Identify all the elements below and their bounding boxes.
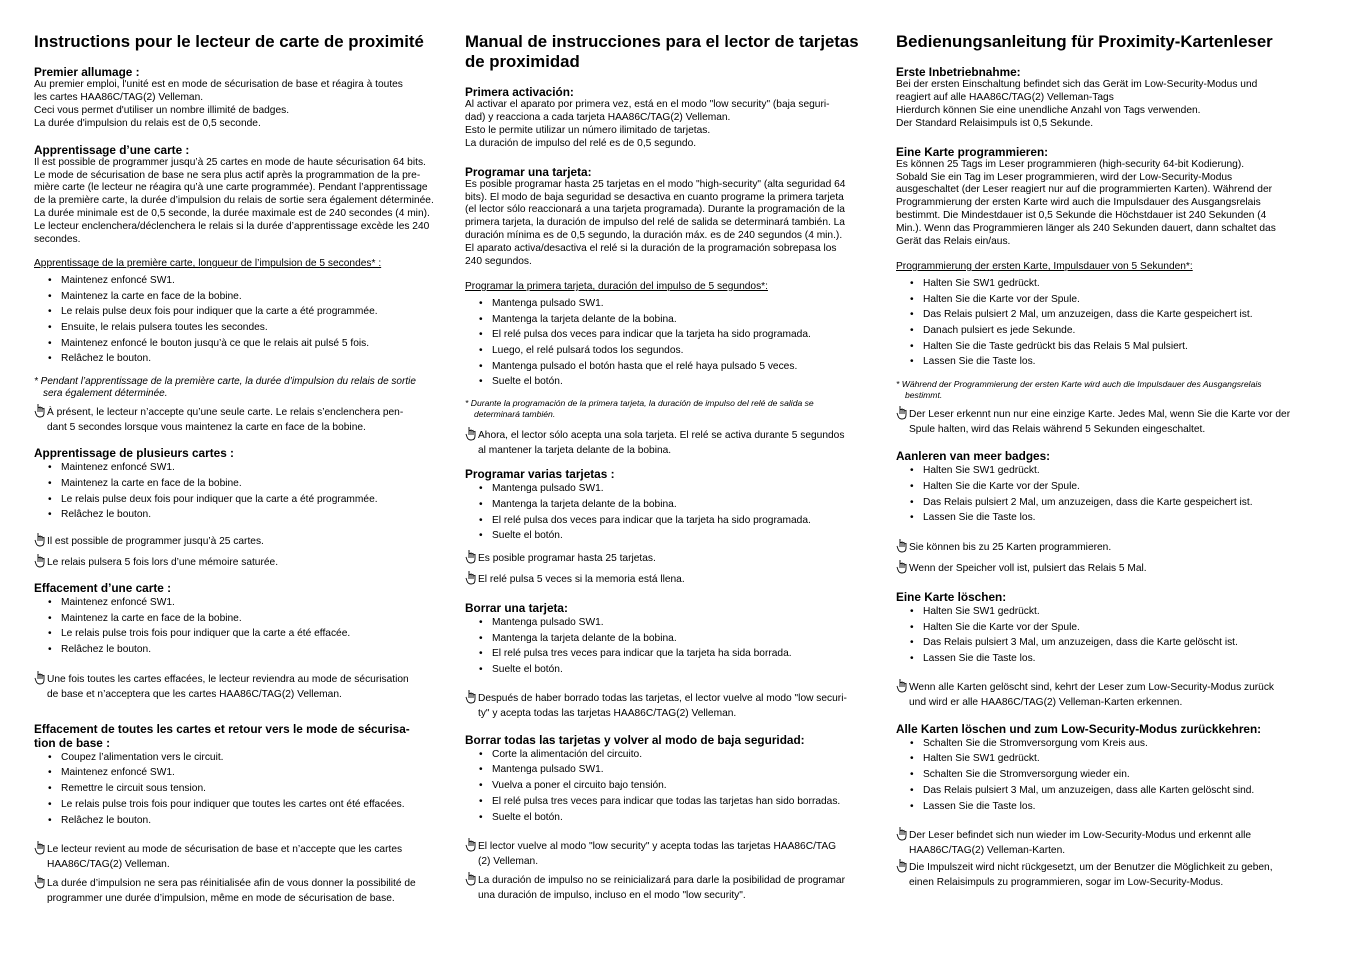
page-title: Instructions pour le lecteur de carte de proximité [34,32,424,51]
text-line: Esto le permite utilizar un número ilimitado de tarjetas. [465,124,711,136]
list-item: • Suelte el botón. [465,374,885,390]
bullet-list [465,747,885,826]
list-item: • Halten Sie die Karte vor der Spule. [896,620,1316,636]
pointing-hand-icon [34,874,47,889]
note [465,572,885,587]
pointing-hand-icon [34,403,47,418]
list-item: • Corte la alimentación del circuito. [465,747,885,763]
text-line: Sobald Sie ein Tag im Leser programmieren, wird der Low-Security-Modus [896,171,1233,183]
subheading: Programmierung der ersten Karte, Impulsdauer von 5 Sekunden*: [896,260,1193,272]
pointing-hand-icon [34,553,47,568]
pointing-hand-icon [896,559,909,574]
section-heading: Apprentissage d’une carte : [34,142,190,157]
column-french [34,32,454,906]
paragraph [34,79,454,131]
list-item: • Halten Sie SW1 gedrückt. [896,463,1316,479]
footnote-line: sera également déterminée. [43,388,168,400]
note-line: El lector vuelve al modo "low security" y acepta todas las tarjetas HAA86C/TAG [478,841,837,853]
list-item: • El relé pulsa dos veces para indicar que la tarjeta ha sido programada. [465,327,885,343]
note-line: dant 5 secondes lorsque vous maintenez la carte en face de la bobine. [47,422,366,434]
note [896,680,1316,710]
paragraph [896,79,1316,131]
section-heading: Programar varias tarjetas : [465,467,615,482]
text-line: mière carte (le lecteur ne réagira qu’à une carte programmée). Pendant l’apprentissage [34,182,428,194]
section-heading: Apprentissage de plusieurs cartes : [34,446,234,461]
text-line: 240 segundos. [465,256,532,268]
note [896,540,1316,555]
footnote-line: * Pendant l’apprentissage de la première carte, la durée d’impulsion du relais de sortie [34,376,416,388]
list-item: • Coupez l’alimentation vers le circuit. [34,750,454,766]
list-item: • Mantenga la tarjeta delante de la bobina. [465,312,885,328]
text-line: Bei der ersten Einschaltung befindet sich das Gerät im Low-Security-Modus und [896,79,1258,90]
footnote [896,379,1316,401]
section-heading: Borrar todas las tarjetas y volver al modo de baja seguridad: [465,732,805,747]
pointing-hand-icon [896,826,909,841]
list-item: • Lassen Sie die Taste los. [896,651,1316,667]
list-item: • Maintenez enfoncé SW1. [34,273,454,289]
text-line: bits). El modo de baja seguridad se desactiva en cuanto programe la primera tarjeta [465,191,844,203]
footnote-line: determinará también. [474,409,556,420]
list-item: • Mantenga pulsado SW1. [465,762,885,778]
list-item: • Le relais pulse trois fois pour indiquer que toutes les cartes ont été effacées. [34,797,454,813]
note-line: El relé pulsa 5 veces si la memoria está llena. [478,573,685,585]
bullet-list [34,750,454,829]
note-line: Spule halten, wird das Relais während 5 Sekunden eingeschaltet. [909,424,1206,436]
section-heading: Primera activación: [465,85,574,99]
list-item: • Le relais pulse trois fois pour indiquer que la carte a été effacée. [34,626,454,642]
list-item: • Maintenez enfoncé SW1. [34,460,454,476]
footnote-line: * Während der Programmierung der ersten Karte wird auch die Impulsdauer des Ausgangsrelais [896,379,1262,390]
note [896,860,1316,890]
pointing-hand-icon [34,670,47,685]
pointing-hand-icon [465,837,478,852]
note-line: Sie können bis zu 25 Karten programmieren. [909,541,1112,553]
column-german [896,32,1316,890]
list-item: • El relé pulsa tres veces para indicar que todas las tarjetas han sido borradas. [465,794,885,810]
note-line: Il est possible de programmer jusqu’à 25 cartes. [47,535,264,547]
pointing-hand-icon [896,538,909,553]
bullet-list [465,615,885,678]
text-line: La durée d'impulsion du relais est de 0,5 seconde. [34,117,261,129]
pointing-hand-icon [465,871,478,886]
note-line: Es posible programar hasta 25 tarjetas. [478,552,656,564]
heading-line: Effacement de toutes les cartes et retour vers le mode de sécurisa- [34,721,410,736]
text-line: Hierdurch können Sie eine unendliche Anzahl von Tags verwenden. [896,104,1201,116]
list-item: • Suelte el botón. [465,528,885,544]
list-item: • Maintenez enfoncé SW1. [34,765,454,781]
bullet-list [34,595,454,658]
note [34,876,454,906]
text-line: ausgeschaltet (der Leser reagiert nur auf die programmierten Karten). Während der [896,184,1272,196]
list-item: • Relâchez le bouton. [34,507,454,523]
note-line: Le lecteur revient au mode de sécurisation de base et n’accepte que les cartes [47,844,403,856]
note [896,828,1316,858]
text-line: Es können 25 Tags im Leser programmieren (high-security 64-bit Kodierung). [896,158,1245,170]
section-heading: Premier allumage : [34,65,140,79]
note-line: Ahora, el lector sólo acepta una sola tarjeta. El relé se activa durante 5 segundos [478,430,845,442]
bullet-list [34,273,454,367]
section-heading: Aanleren van meer badges: [896,449,1051,464]
section-heading: Programar una tarjeta: [465,164,592,179]
list-item: • Schalten Sie die Stromversorgung wieder ein. [896,767,1316,783]
list-item: • Das Relais pulsiert 2 Mal, um anzuzeigen, dass die Karte gespeichert ist. [896,307,1316,323]
list-item: • Schalten Sie die Stromversorgung vom Kreis aus. [896,736,1316,752]
text-line: les cartes HAA86C/TAG(2) Velleman. [34,91,204,103]
section-heading: Effacement d’une carte : [34,580,172,595]
paragraph [465,179,885,269]
list-item: • Das Relais pulsiert 2 Mal, um anzuzeigen, dass die Karte gespeichert ist. [896,495,1316,511]
list-item: • Suelte el botón. [465,810,885,826]
text-line: duración mínima es de 0,5 segundo, la duración máx. es de 240 segundos (4 min.). [465,230,843,242]
note-line: de base et n’acceptera que les cartes HAA86C/TAG(2) Velleman. [47,688,342,700]
list-item: • Mantenga la tarjeta delante de la bobina. [465,631,885,647]
bullet-list [34,460,454,523]
list-item: • Relâchez le bouton. [34,813,454,829]
list-item: • Mantenga la tarjeta delante de la bobina. [465,497,885,513]
note [34,534,454,549]
list-item: • Halten Sie SW1 gedrückt. [896,751,1316,767]
footnote-line: bestimmt. [905,390,943,401]
note-line: HAA86C/TAG(2) Velleman. [47,859,170,871]
note-line: programmer une durée d’impulsion, même en mode de sécurisation de base. [47,893,395,905]
list-item: • Halten Sie die Karte vor der Spule. [896,292,1316,308]
subheading: Apprentissage de la première carte, longueur de l’impulsion de 5 secondes* : [34,257,382,269]
text-line: Programmierung der ersten Karte wird auch die Impulsdauer des Ausgangsrelais [896,197,1261,209]
page-title [465,32,885,72]
note-line: La durée d’impulsion ne sera pas réinitialisée afin de vous donner la possibilité de [47,878,416,890]
list-item: • Mantenga pulsado SW1. [465,481,885,497]
text-line: El aparato activa/desactiva el relé si la duración de la programación sobrepasa los [465,243,837,255]
list-item: • Relâchez le bouton. [34,351,454,367]
heading-line: tion de base : [34,735,111,750]
bullet-list [896,276,1316,370]
text-line: dad) y reacciona a cada tarjeta HAA86C/TAG(2) Velleman. [465,111,731,123]
note-line: La duración de impulso no se reinicializará para darle la posibilidad de programar [478,875,845,887]
note-line: À présent, le lecteur n’accepte qu’une seule carte. Le relais s’enclenchera pen- [47,407,404,419]
note [34,672,454,702]
note [34,842,454,872]
list-item: • Le relais pulse deux fois pour indiquer que la carte a été programmée. [34,492,454,508]
list-item: • Danach pulsiert es jede Sekunde. [896,323,1316,339]
section-heading [34,722,454,750]
text-line: Es posible programar hasta 25 tarjetas en el modo "high-security" (alta seguridad 64 [465,178,846,190]
page-title: Bedienungsanleitung für Proximity-Kartenleser [896,32,1273,51]
bullet-list [896,604,1316,667]
list-item: • Halten Sie die Taste gedrückt bis das Relais 5 Mal pulsiert. [896,339,1316,355]
subheading: Programar la primera tarjeta, duración del impulso de 5 segundos*: [465,280,768,292]
note-line: al mantener la tarjeta delante de la bobina. [478,445,672,457]
text-line: secondes. [34,234,81,246]
text-line: La durée minimale est de 0,5 seconde, la durée maximale est de 240 secondes (4 min). [34,208,430,220]
list-item: • Maintenez la carte en face de la bobine. [34,476,454,492]
list-item: • Vuelva a poner el circuito bajo tensión. [465,778,885,794]
paragraph [465,99,885,151]
note-line: und wird er alle HAA86C/TAG(2) Velleman-Karten erkennen. [909,696,1183,708]
list-item: • El relé pulsa tres veces para indicar que la tarjeta ha sida borrada. [465,646,885,662]
list-item: • Lassen Sie die Taste los. [896,799,1316,815]
note-line: una duración de impulso, incluso en el modo "low security". [478,890,746,902]
pointing-hand-icon [34,840,47,855]
note [896,407,1316,437]
title-line: Manual de instrucciones para el lector de tarjetas [465,32,859,51]
note-line: (2) Velleman. [478,856,539,868]
list-item: • Relâchez le bouton. [34,642,454,658]
text-line: Il est possible de programmer jusqu’à 25 cartes en mode de haute sécurisation 64 bits. [34,156,426,168]
text-line: Au premier emploi, l'unité est en mode de sécurisation de base et réagira à toutes [34,79,403,90]
text-line: de la première carte, la durée d’impulsion du relais de sortie sera également déterminée. [34,195,434,207]
list-item: • Ensuite, le relais pulsera toutes les secondes. [34,320,454,336]
note [896,561,1316,576]
list-item: • Lassen Sie die Taste los. [896,510,1316,526]
list-item: • Luego, el relé pulsará todos los segundos. [465,343,885,359]
text-line: (el lector sólo reaccionará a una tarjeta programada). Durante la programación de la [465,204,845,216]
note-line: Une fois toutes les cartes effacées, le lecteur reviendra au mode de sécurisation [47,673,409,685]
pointing-hand-icon [465,549,478,564]
pointing-hand-icon [465,426,478,441]
paragraph [34,157,454,247]
note-line: HAA86C/TAG(2) Velleman-Karten. [909,845,1066,857]
list-item: • Suelte el botón. [465,662,885,678]
list-item: • Mantenga pulsado SW1. [465,615,885,631]
section-heading: Borrar una tarjeta: [465,600,568,615]
text-line: primera tarjeta, la duración de impulso del relé de salida se determinará también. La [465,217,845,229]
list-item: • Maintenez enfoncé SW1. [34,595,454,611]
list-item: • Halten Sie die Karte vor der Spule. [896,479,1316,495]
footnote [34,376,454,400]
pointing-hand-icon [896,678,909,693]
text-line: Al activar el aparato por primera vez, está en el modo "low security" (baja seguri- [465,99,830,110]
pointing-hand-icon [896,405,909,420]
list-item: • Das Relais pulsiert 3 Mal, um anzuzeigen, dass alle Karten gelöscht sind. [896,783,1316,799]
list-item: • Maintenez la carte en face de la bobine. [34,611,454,627]
section-heading: Erste Inbetriebnahme: [896,65,1021,79]
note-line: einen Relaisimpuls zu programmieren, sogar im Low-Security-Modus. [909,877,1224,889]
section-heading: Alle Karten löschen und zum Low-Security-Modus zurückkehren: [896,721,1262,736]
pointing-hand-icon [465,689,478,704]
note [465,428,885,458]
paragraph [896,159,1316,249]
bullet-list [465,296,885,390]
text-line: Gerät das Relais ein/aus. [896,236,1011,248]
note-line: Der Leser erkennt nun nur eine einzige Karte. Jedes Mal, wenn Sie die Karte vor der [909,409,1291,421]
bullet-list [896,463,1316,526]
list-item: • El relé pulsa dos veces para indicar que la tarjeta ha sido programada. [465,513,885,529]
bullet-list [896,736,1316,815]
note [34,405,454,435]
column-spanish [465,32,885,903]
note-line: Wenn alle Karten gelöscht sind, kehrt der Leser zum Low-Security-Modus zurück [909,681,1275,693]
footnote [465,398,885,420]
note [465,839,885,869]
footnote-line: * Durante la programación de la primera tarjeta, la duración de impulso del relé de salida se [465,398,814,409]
note-line: Die Impulszeit wird nicht rückgesetzt, um der Benutzer die Möglichkeit zu geben, [909,862,1273,874]
text-line: Le lecteur enclenchera/déclenchera le relais si la durée d’apprentissage excède les 240 [34,221,430,233]
list-item: • Maintenez enfoncé le bouton jusqu’à ce que le relais ait pulsé 5 fois. [34,336,454,352]
note-line: ty" y acepta todas las tarjetas HAA86C/TAG(2) Velleman. [478,707,737,719]
note-line: Wenn der Speicher voll ist, pulsiert das Relais 5 Mal. [909,562,1147,574]
text-line: reagiert auf alle HAA86C/TAG(2) Velleman-Tags [896,91,1114,103]
list-item: • Le relais pulse deux fois pour indiquer que la carte a été programmée. [34,304,454,320]
section-heading: Eine Karte programmieren: [896,144,1049,159]
note [465,691,885,721]
list-item: • Das Relais pulsiert 3 Mal, um anzuzeigen, dass die Karte gelöscht ist. [896,635,1316,651]
note-line: Der Leser befindet sich nun wieder im Low-Security-Modus und erkennt alle [909,830,1252,842]
list-item: • Maintenez la carte en face de la bobine. [34,289,454,305]
pointing-hand-icon [34,532,47,547]
text-line: Ceci vous permet d'utiliser un nombre illimité de badges. [34,104,290,116]
list-item: • Mantenga pulsado SW1. [465,296,885,312]
list-item: • Halten Sie SW1 gedrückt. [896,276,1316,292]
note [465,873,885,903]
section-heading: Eine Karte löschen: [896,589,1007,604]
list-item: • Lassen Sie die Taste los. [896,354,1316,370]
list-item: • Mantenga pulsado el botón hasta que el relé haya pulsado 5 veces. [465,359,885,375]
note-line: Le relais pulsera 5 fois lors d’une mémoire saturée. [47,556,279,568]
text-line: Le mode de sécurisation de base ne sera plus actif après la programmation de la pre- [34,169,421,181]
pointing-hand-icon [465,570,478,585]
pointing-hand-icon [896,858,909,873]
text-line: Min.). Wenn das Programmieren länger als 240 Sekunden dauert, dann schaltet das [896,223,1276,235]
list-item: • Halten Sie SW1 gedrückt. [896,604,1316,620]
note [465,551,885,566]
note-line: Después de haber borrado todas las tarjetas, el lector vuelve al modo "low securi- [478,692,847,704]
list-item: • Remettre le circuit sous tension. [34,781,454,797]
title-line: de proximidad [465,52,580,71]
text-line: bestimmt. Die Mindestdauer ist 0,5 Sekunde die Höchstdauer ist 240 Sekunden (4 [896,210,1267,222]
text-line: La duración de impulso del relé es de 0,5 segundo. [465,137,697,149]
note [34,555,454,570]
bullet-list [465,481,885,544]
text-line: Der Standard Relaisimpuls ist 0,5 Sekunde. [896,117,1094,129]
